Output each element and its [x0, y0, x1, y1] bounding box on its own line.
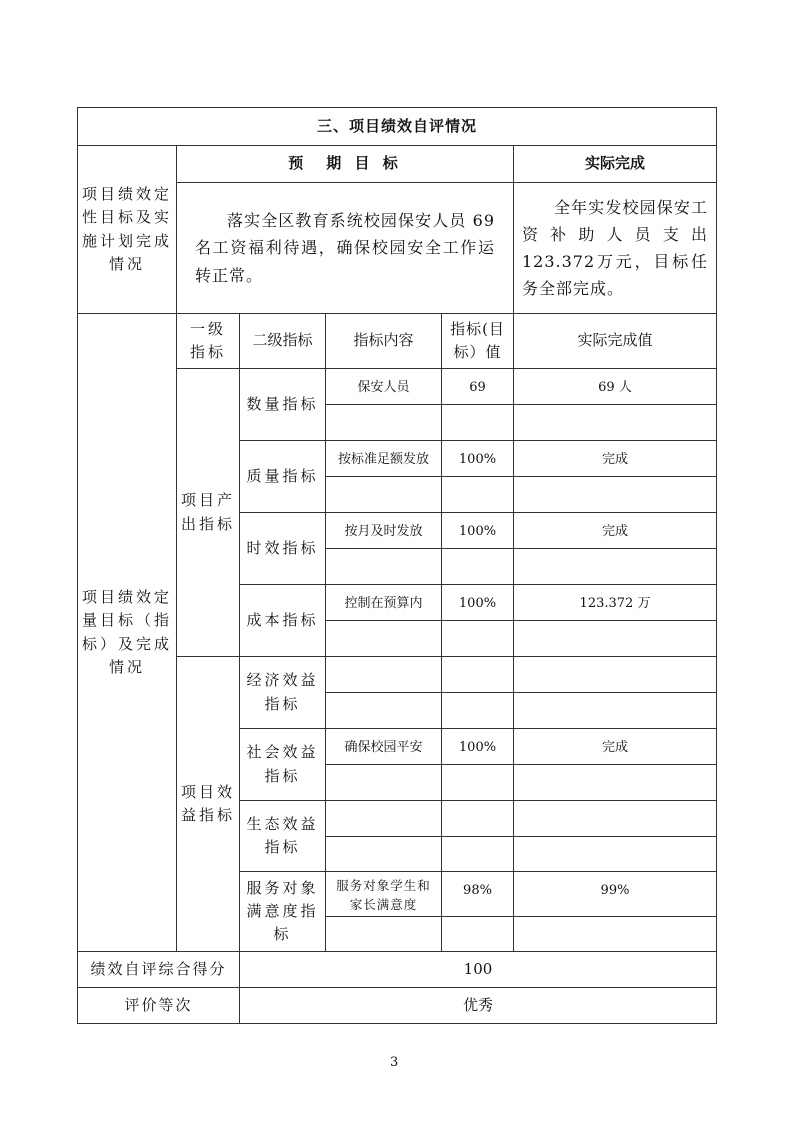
indicator-actual-empty: [513, 836, 717, 872]
indicator-content: [325, 656, 442, 693]
column-header-text: 指标(目标）值: [450, 319, 505, 361]
indicator-target-text: 100%: [458, 452, 497, 467]
indicator-target-empty: [441, 476, 514, 513]
indicator-target: [441, 440, 514, 477]
indicator-actual: [513, 584, 717, 621]
level1-benefit: [176, 656, 240, 952]
column-header: [176, 313, 240, 369]
qualitative-label: [77, 145, 177, 314]
expected-content: [176, 182, 514, 314]
indicator-content-text: 按月及时发放: [344, 524, 423, 539]
actual-header-text: 实际完成: [584, 154, 645, 173]
level2-indicator-text: 服务对象满意度指标: [246, 878, 319, 944]
indicator-target-empty: [441, 620, 514, 657]
indicator-target: [441, 512, 514, 549]
level2-indicator: [239, 871, 326, 952]
indicator-target: [441, 656, 514, 693]
indicator-target-empty: [441, 836, 514, 872]
section-title-text: 三、项目绩效自评情况: [316, 116, 477, 135]
score-value-text: 100: [463, 959, 493, 978]
grade-label-text: 评价等次: [124, 995, 193, 1014]
indicator-content-empty: [325, 548, 442, 585]
indicator-actual-text: 完成: [601, 452, 628, 467]
indicator-target-text: 98%: [463, 883, 492, 898]
indicator-target-text: 100%: [458, 524, 497, 539]
expected-content-text: 落实全区教育系统校园保安人员 69 名工资福利待遇，确保校园安全工作运转正常。: [195, 211, 495, 285]
grade-value-text: 优秀: [462, 995, 493, 1014]
actual-content-text: 全年实发校园保安工资补助人员支出123.372万元，目标任务全部完成。: [522, 197, 708, 299]
column-header: [239, 313, 326, 369]
quantitative-label: [77, 313, 177, 952]
indicator-content: [325, 440, 442, 477]
indicator-content-empty: [325, 836, 442, 872]
indicator-actual: [513, 656, 717, 693]
column-header-text: 二级指标: [252, 331, 313, 350]
level2-indicator-text: 时效指标: [246, 538, 319, 557]
indicator-target-text: 100%: [458, 740, 497, 755]
indicator-content-empty: [325, 404, 442, 441]
indicator-actual: [513, 728, 717, 765]
page-number: 3: [390, 1055, 399, 1070]
indicator-actual-empty: [513, 404, 717, 441]
indicator-target-empty: [441, 404, 514, 441]
indicator-target-empty: [441, 916, 514, 952]
level2-indicator-text: 社会效益指标: [246, 743, 319, 785]
indicator-target-text: 69: [469, 380, 486, 395]
indicator-content-text: 按标准足额发放: [337, 452, 429, 467]
expected-header-text: 预 期 目 标: [288, 154, 402, 173]
indicator-actual: [513, 871, 717, 917]
column-header-text: 一级指标: [189, 319, 226, 361]
indicator-content: [325, 800, 442, 837]
section-title: [77, 107, 717, 146]
indicator-actual: [513, 368, 717, 405]
qualitative-label-text: 项目绩效定性目标及实施计划完成情况: [82, 185, 173, 273]
indicator-target-empty: [441, 692, 514, 729]
indicator-actual-text: 69 人: [598, 380, 632, 395]
column-header: [325, 313, 442, 369]
level2-indicator: [239, 440, 326, 513]
indicator-content-text: 保安人员: [357, 380, 410, 395]
indicator-actual-empty: [513, 692, 717, 729]
indicator-actual: [513, 512, 717, 549]
level2-indicator: [239, 512, 326, 585]
level1-output-text: 项目产出指标: [181, 491, 236, 533]
indicator-actual-text: 完成: [601, 740, 628, 755]
level1-output: [176, 368, 240, 657]
level2-indicator-text: 经济效益指标: [246, 671, 319, 713]
column-header-text: 指标内容: [353, 331, 414, 350]
indicator-actual: [513, 800, 717, 837]
indicator-target: [441, 368, 514, 405]
level2-indicator-text: 成本指标: [246, 610, 319, 629]
actual-content: [513, 182, 717, 314]
level2-indicator-text: 数量指标: [246, 394, 319, 413]
grade-value: [239, 987, 717, 1024]
expected-header: [176, 145, 514, 183]
grade-label: [77, 987, 240, 1024]
quantitative-label-text: 项目绩效定量目标（指标）及完成情况: [82, 588, 173, 676]
level2-indicator: [239, 368, 326, 441]
score-value: [239, 951, 717, 988]
indicator-content-empty: [325, 692, 442, 729]
indicator-content-empty: [325, 764, 442, 801]
indicator-actual-empty: [513, 764, 717, 801]
column-header: [441, 313, 514, 369]
indicator-content: [325, 728, 442, 765]
indicator-target-text: 100%: [458, 596, 497, 611]
indicator-actual-empty: [513, 548, 717, 585]
indicator-actual-text: 完成: [601, 524, 628, 539]
indicator-actual-empty: [513, 620, 717, 657]
indicator-content-empty: [325, 916, 442, 952]
indicator-target: [441, 871, 514, 917]
column-header-text: 实际完成值: [577, 331, 653, 350]
indicator-target-empty: [441, 548, 514, 585]
indicator-content: [325, 368, 442, 405]
indicator-target-empty: [441, 764, 514, 801]
indicator-target: [441, 728, 514, 765]
indicator-content-empty: [325, 476, 442, 513]
indicator-content: [325, 584, 442, 621]
indicator-actual-empty: [513, 476, 717, 513]
level2-indicator: [239, 728, 326, 801]
indicator-content-text: 服务对象学生和家长满意度: [336, 878, 431, 913]
level2-indicator: [239, 656, 326, 729]
indicator-content: [325, 871, 442, 917]
indicator-target: [441, 800, 514, 837]
score-label-text: 绩效自评综合得分: [90, 959, 227, 978]
indicator-actual-empty: [513, 916, 717, 952]
indicator-content-text: 控制在预算内: [344, 596, 423, 611]
actual-header: [513, 145, 717, 183]
level1-benefit-text: 项目效益指标: [181, 782, 236, 824]
level2-indicator: [239, 584, 326, 657]
level2-indicator: [239, 800, 326, 872]
score-label: [77, 951, 240, 988]
level2-indicator-text: 质量指标: [246, 466, 319, 485]
indicator-actual-text: 99%: [600, 883, 630, 898]
indicator-actual-text: 123.372 万: [579, 596, 651, 611]
indicator-actual: [513, 440, 717, 477]
level2-indicator-text: 生态效益指标: [246, 814, 319, 856]
column-header: [513, 313, 717, 369]
indicator-content: [325, 512, 442, 549]
indicator-target: [441, 584, 514, 621]
indicator-content-empty: [325, 620, 442, 657]
indicator-content-text: 确保校园平安: [344, 740, 423, 755]
